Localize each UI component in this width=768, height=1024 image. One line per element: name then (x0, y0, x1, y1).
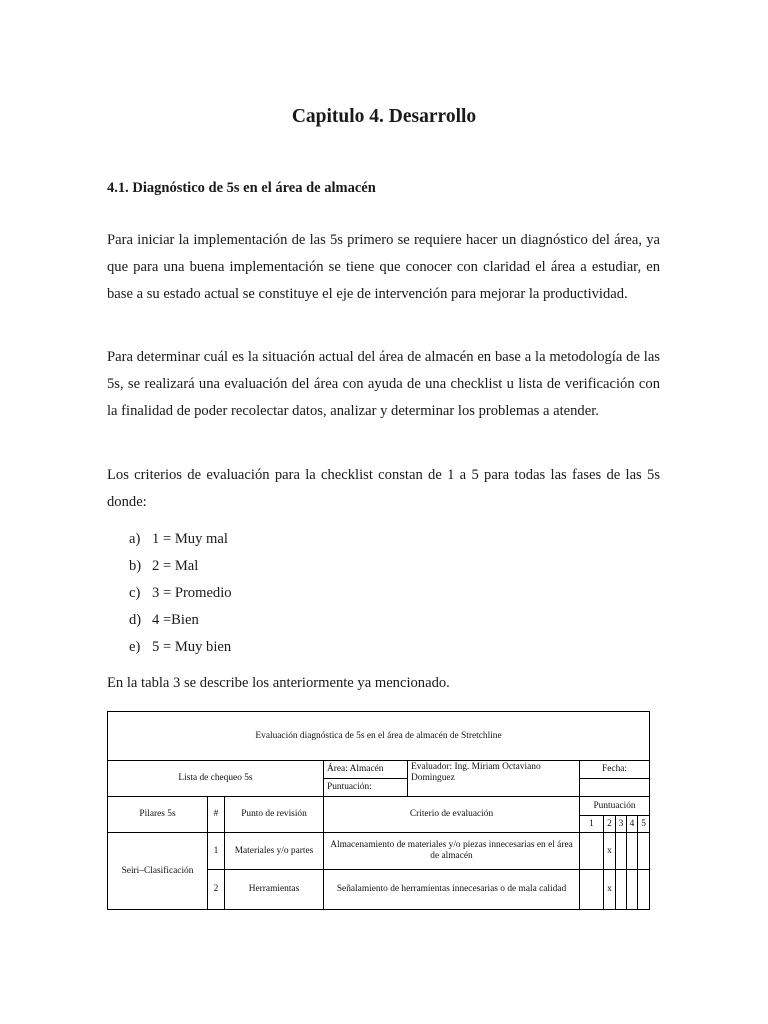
row-number: 2 (208, 870, 225, 910)
header-number: # (208, 797, 225, 833)
row-punto: Materiales y/o partes (225, 833, 324, 870)
list-item: a) 1 = Muy mal (129, 531, 228, 547)
score-mark (580, 833, 604, 870)
row-criterio: Almacenamiento de materiales y/o piezas innecesarias en el área de almacén (324, 833, 580, 870)
paragraph-intro: Para iniciar la implementación de las 5s primero se requiere hacer un diagnóstico del área, ya que para una buena implementación se tiene que conocer con claridad el área a estudiar, en base a su estado actual se constituye el eje de intervención para mejorar la productividad. (107, 232, 660, 302)
paragraph-criteria: Los criterios de evaluación para la checklist constan de 1 a 5 para todas las fases de las 5s donde: (107, 467, 660, 510)
table-title: Evaluación diagnóstica de 5s en el área de almacén de Stretchline (108, 712, 650, 761)
score-mark: x (604, 870, 616, 910)
score-header: 2 (604, 816, 616, 833)
score-header: 1 (580, 816, 604, 833)
evaluation-table (107, 711, 650, 910)
fecha-label: Fecha: (580, 761, 650, 779)
score-header: 4 (627, 816, 638, 833)
row-punto: Herramientas (225, 870, 324, 910)
row-criterio: Señalamiento de herramientas innecesarias o de mala calidad (324, 870, 580, 910)
area-label: Área: Almacén (324, 761, 408, 779)
header-puntuacion: Puntuación (580, 797, 650, 816)
checklist-label: Lista de chequeo 5s (108, 761, 324, 797)
list-item: b) 2 = Mal (129, 558, 199, 574)
criteria-list (129, 526, 232, 661)
evaluador-label: Evaluador: Ing. Miriam Octaviano Dominguez (408, 761, 580, 797)
header-criterio: Criterio de evaluación (324, 797, 580, 833)
list-item: d) 4 =Bien (129, 612, 199, 628)
chapter-title: Capitulo 4. Desarrollo (291, 106, 477, 127)
score-header: 5 (638, 816, 650, 833)
table-row (108, 833, 650, 870)
section-title: 4.1. Diagnóstico de 5s en el área de almacén (107, 180, 376, 196)
score-mark (616, 870, 627, 910)
score-header: 3 (616, 816, 627, 833)
score-mark (627, 833, 638, 870)
list-item: e) 5 = Muy bien (129, 639, 232, 655)
fecha-value (580, 779, 650, 797)
paragraph-table-intro: En la tabla 3 se describe los anteriormente ya mencionado. (107, 675, 450, 691)
header-pilares: Pilares 5s (108, 797, 208, 833)
puntuacion-label: Puntuación: (324, 779, 408, 797)
score-mark: x (604, 833, 616, 870)
row-number: 1 (208, 833, 225, 870)
score-mark (580, 870, 604, 910)
score-mark (627, 870, 638, 910)
header-punto: Punto de revisión (225, 797, 324, 833)
score-mark (616, 833, 627, 870)
score-mark (638, 833, 650, 870)
list-item: c) 3 = Promedio (129, 585, 232, 601)
score-mark (638, 870, 650, 910)
pillar-cell: Seiri–Clasificación (108, 833, 208, 910)
paragraph-situation: Para determinar cuál es la situación actual del área de almacén en base a la metodología de las 5s, se realizará una evaluación del área con ayuda de una checklist u lista de verificación con la finalidad de poder recolectar datos, analizar y determinar los problemas a atender. (107, 349, 660, 419)
